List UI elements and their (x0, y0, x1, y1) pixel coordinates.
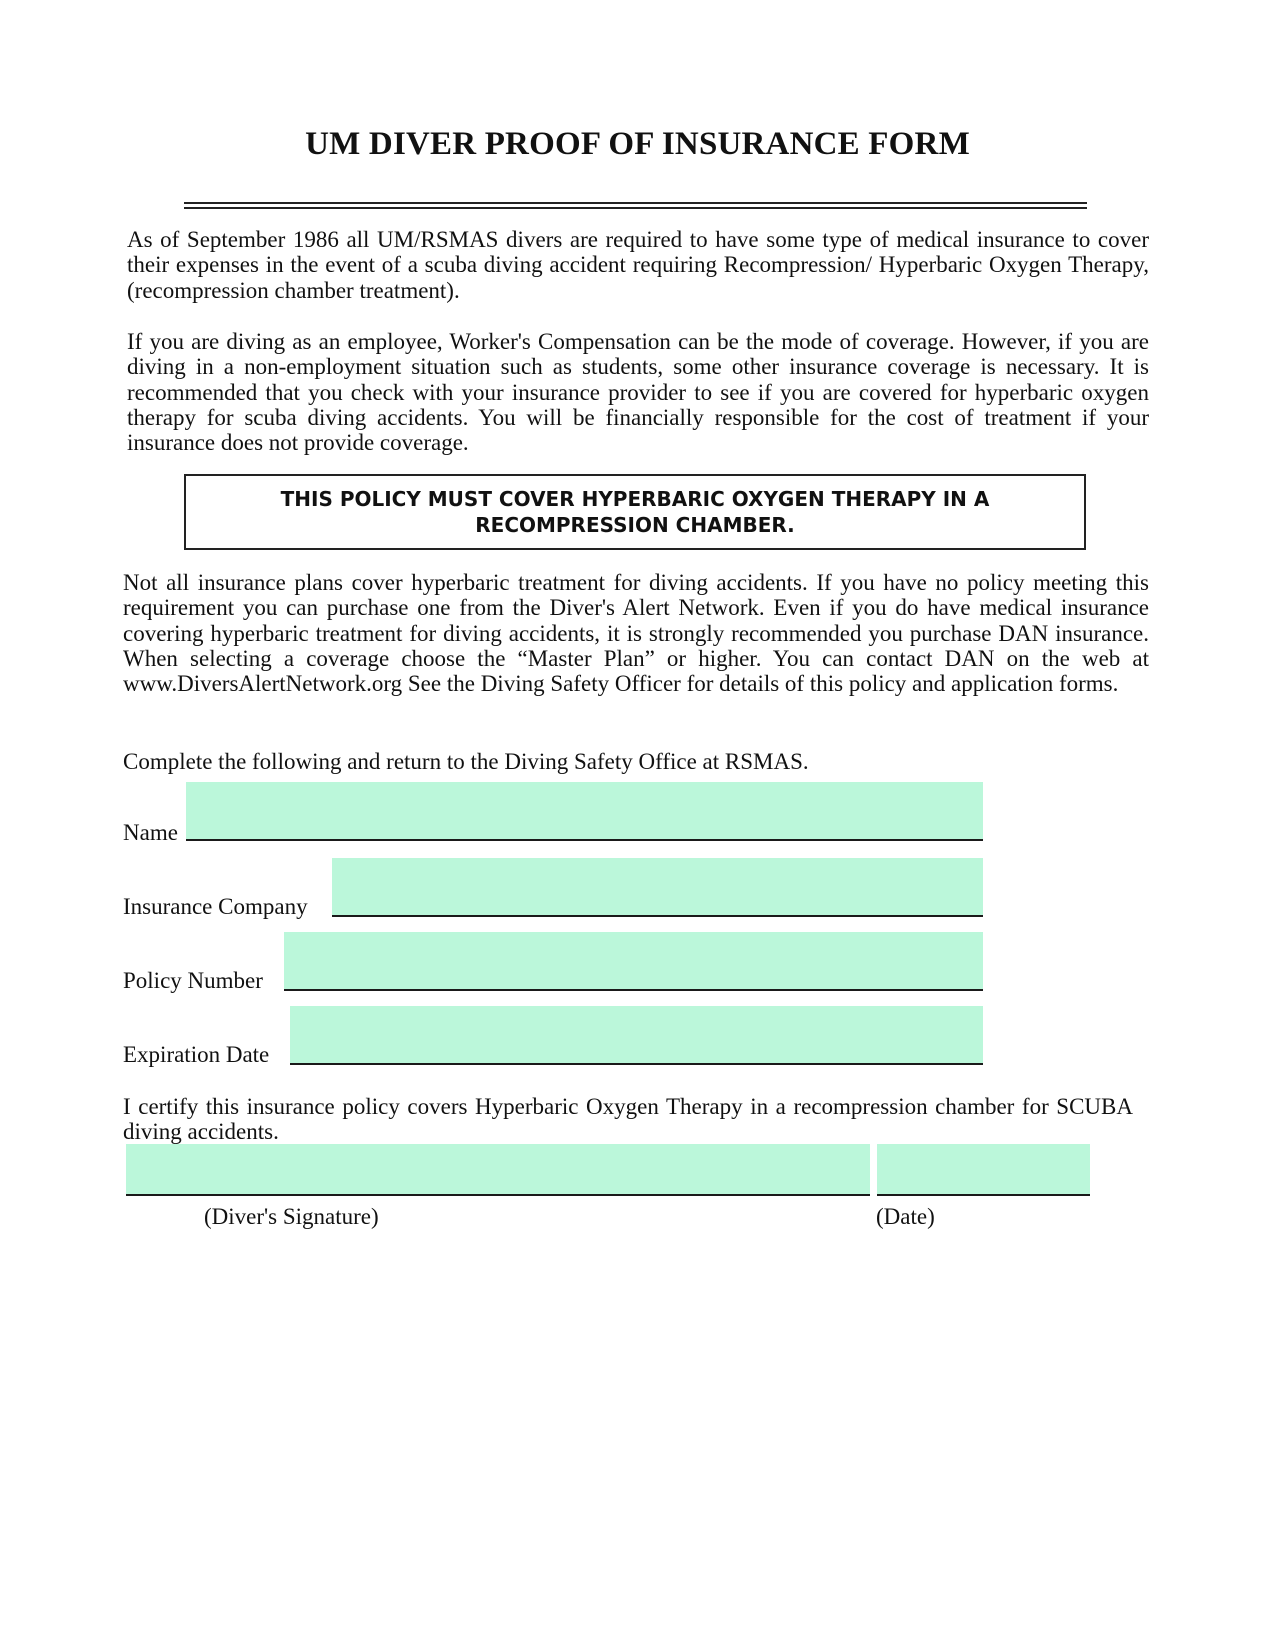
title-divider (184, 202, 1087, 209)
name-label: Name (123, 820, 178, 845)
policy-number-label: Policy Number (123, 968, 263, 993)
policy-notice-box (184, 474, 1086, 550)
instructions-paragraph: Complete the following and return to the Diving Safety Office at RSMAS. (123, 749, 809, 774)
expiration-date-field[interactable] (290, 1006, 983, 1065)
signature-field[interactable] (126, 1144, 870, 1196)
page-title: UM DIVER PROOF OF INSURANCE FORM (305, 126, 970, 162)
insurance-company-label: Insurance Company (123, 894, 308, 919)
name-field[interactable] (186, 782, 983, 841)
insurance-company-field[interactable] (332, 858, 983, 917)
signature-caption: (Diver's Signature) (204, 1204, 379, 1229)
policy-notice-text: THIS POLICY MUST COVER HYPERBARIC OXYGEN THERAPY IN A RECOMPRESSION CHAMBER. (280, 487, 990, 537)
policy-number-field[interactable] (284, 932, 983, 991)
employment-paragraph: If you are diving as an employee, Worker's Compensation can be the mode of coverage. However, if you are diving in a non-employment situation such as students, some other insurance coverage is necessary. It is recommended that you check with your insurance provider to see if you are covered for hyperbaric oxygen therapy for scuba diving accidents. You will be financially responsible for the cost of treatment if your insurance does not provide coverage. (127, 329, 1149, 456)
intro-paragraph: As of September 1986 all UM/RSMAS divers are required to have some type of medical insurance to cover their expenses in the event of a scuba diving accident requiring Recompression/ Hyperbaric Oxygen Therapy, (recompression chamber treatment). (127, 227, 1149, 303)
date-field[interactable] (877, 1144, 1090, 1196)
certify-paragraph: I certify this insurance policy covers Hyperbaric Oxygen Therapy in a recompression chamber for SCUBA diving accidents. (123, 1094, 1133, 1145)
expiration-date-label: Expiration Date (123, 1042, 270, 1067)
dan-paragraph: Not all insurance plans cover hyperbaric treatment for diving accidents. If you have no policy meeting this requirement you can purchase one from the Diver's Alert Network. Even if you do have medical insurance covering hyperbaric treatment for diving accidents, it is strongly recommended you purchase DAN insurance. When selecting a coverage choose the “Master Plan” or higher. You can contact DAN on the web at www.DiversAlertNetwork.org See the Diving Safety Officer for details of this policy and application forms. (123, 570, 1149, 697)
date-caption: (Date) (876, 1204, 935, 1229)
